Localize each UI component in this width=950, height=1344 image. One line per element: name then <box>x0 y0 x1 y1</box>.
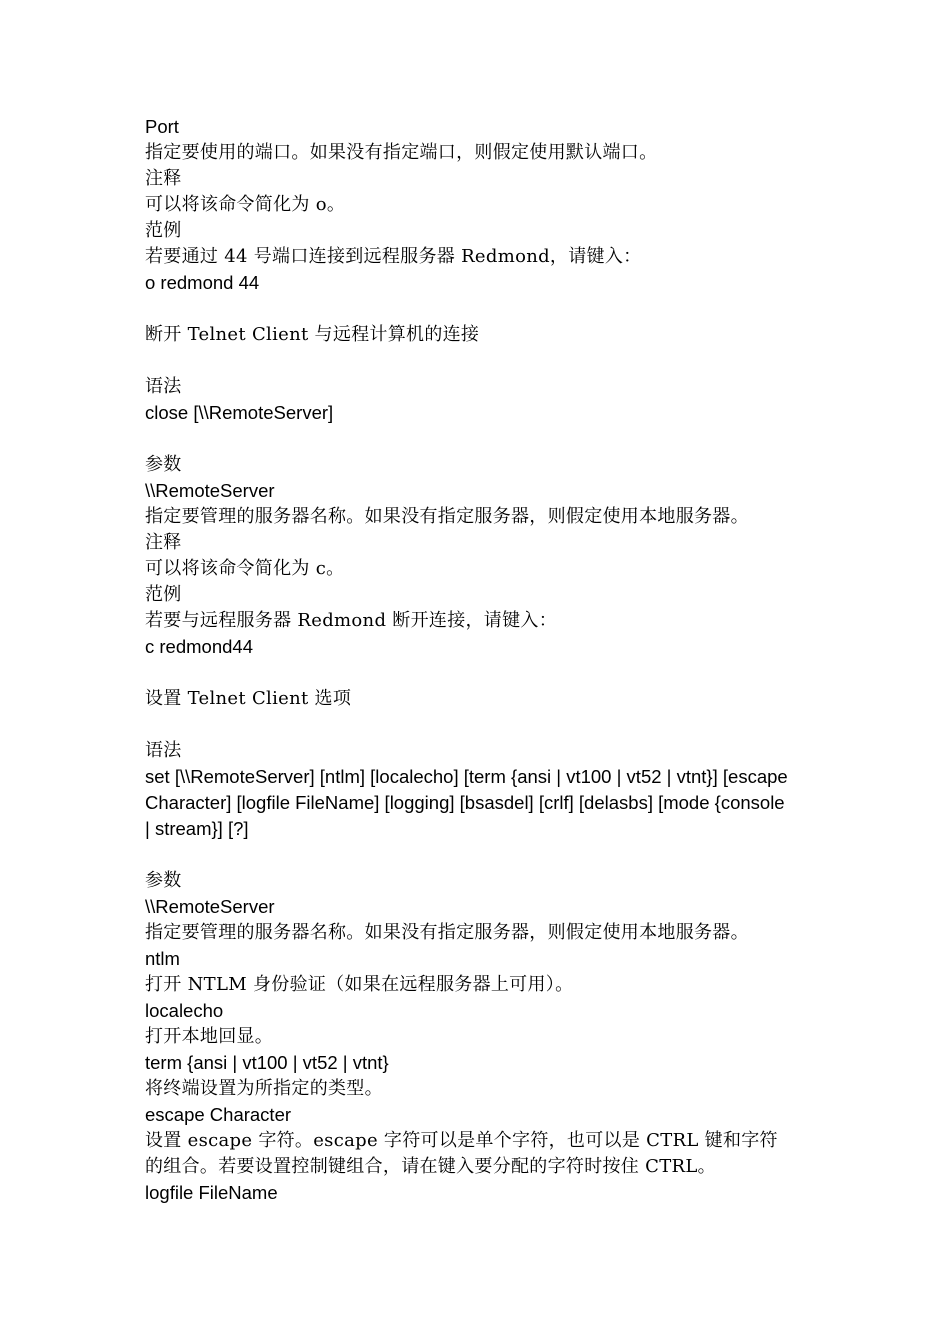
blank-line <box>145 660 810 686</box>
text-line: 语法 <box>145 376 182 397</box>
text-line: o redmond 44 <box>145 272 260 293</box>
document-body <box>145 114 810 1206</box>
blank-line <box>145 296 810 322</box>
text-line: 指定要管理的服务器名称。如果没有指定服务器，则假定使用本地服务器。 <box>145 922 749 943</box>
text-line: 若要与远程服务器 Redmond 断开连接，请键入： <box>145 610 557 631</box>
blank-line <box>145 348 810 374</box>
text-line: 注释 <box>145 168 182 189</box>
text-line: 参数 <box>145 870 182 891</box>
text-line: localecho <box>145 1000 224 1021</box>
text-line: 打开本地回显。 <box>145 1026 274 1047</box>
text-line: 的组合。若要设置控制键组合，请在键入要分配的字符时按住 CTRL。 <box>145 1156 716 1177</box>
text-line: | stream}] [?] <box>145 818 249 839</box>
text-line: Port <box>145 116 179 137</box>
text-line: 若要通过 44 号端口连接到远程服务器 Redmond，请键入： <box>145 246 642 267</box>
text-line: 范例 <box>145 220 182 241</box>
text-line: 设置 Telnet Client 选项 <box>145 688 352 709</box>
blank-line <box>145 712 810 738</box>
text-line: ntlm <box>145 948 180 969</box>
text-line: Character] [logfile FileName] [logging] [bsasdel] [crlf] [delasbs] [mode {console <box>145 792 785 813</box>
text-line: 参数 <box>145 454 182 475</box>
text-line: 指定要管理的服务器名称。如果没有指定服务器，则假定使用本地服务器。 <box>145 506 749 527</box>
text-line: 注释 <box>145 532 182 553</box>
text-line: close [\\RemoteServer] <box>145 402 334 423</box>
text-line: \\RemoteServer <box>145 896 275 917</box>
text-line: \\RemoteServer <box>145 480 275 501</box>
text-line: c redmond44 <box>145 636 253 657</box>
text-line: 可以将该命令简化为 c。 <box>145 558 345 579</box>
text-line: term {ansi | vt100 | vt52 | vtnt} <box>145 1052 389 1073</box>
text-line: 范例 <box>145 584 182 605</box>
text-line: logfile FileName <box>145 1182 278 1203</box>
blank-line <box>145 426 810 452</box>
text-line: 将终端设置为所指定的类型。 <box>145 1078 383 1099</box>
text-line: 设置 escape 字符。escape 字符可以是单个字符，也可以是 CTRL 键和字符 <box>145 1130 778 1151</box>
text-line: set [\\RemoteServer] [ntlm] [localecho] [term {ansi | vt100 | vt52 | vtnt}] [escape <box>145 766 788 787</box>
text-line: escape Character <box>145 1104 292 1125</box>
blank-line <box>145 842 810 868</box>
text-line: 指定要使用的端口。如果没有指定端口，则假定使用默认端口。 <box>145 142 658 163</box>
text-line: 打开 NTLM 身份验证（如果在远程服务器上可用）。 <box>145 974 574 995</box>
text-line: 可以将该命令简化为 o。 <box>145 194 346 215</box>
text-line: 语法 <box>145 740 182 761</box>
text-line: 断开 Telnet Client 与远程计算机的连接 <box>145 324 480 345</box>
